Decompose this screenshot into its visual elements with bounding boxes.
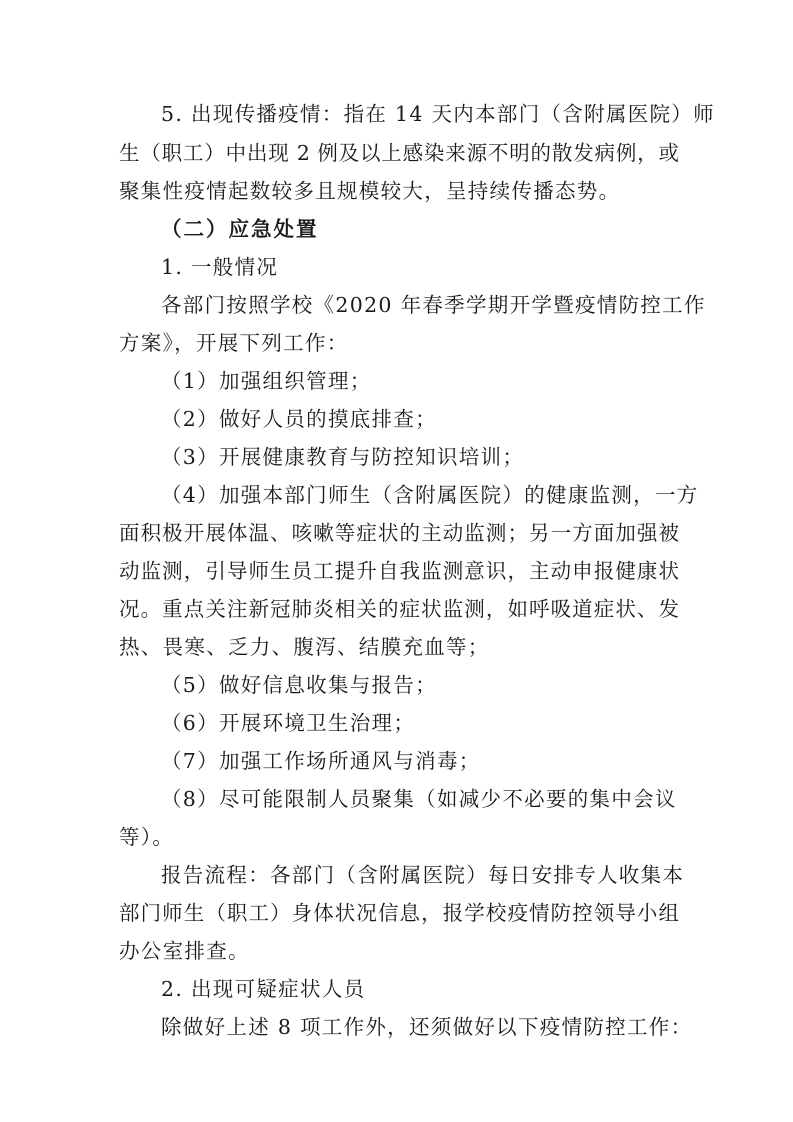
paragraph-line: 各部门按照学校《2020 年春季学期开学暨疫情防控工作 — [161, 293, 706, 317]
paragraph-line: 报告流程：各部门（含附属医院）每日安排专人收集本 — [161, 863, 685, 887]
subsection-heading: 1. 一般情况 — [161, 255, 279, 279]
paragraph-line: 聚集性疫情起数较多且规模较大，呈持续传播态势。 — [119, 179, 621, 203]
paragraph-line: 面积极开展体温、咳嗽等症状的主动监测；另一方面加强被 — [119, 521, 679, 545]
subsection-heading: 2. 出现可疑症状人员 — [161, 977, 366, 1001]
paragraph-line: 热、畏寒、乏力、腹泻、结膜充血等； — [119, 635, 490, 659]
paragraph-line: 生（职工）中出现 2 例及以上感染来源不明的散发病例，或 — [119, 141, 679, 165]
list-item: （1）加强组织管理； — [161, 369, 372, 393]
list-item: （3）开展健康教育与防控知识培训； — [161, 445, 525, 469]
section-heading: （二）应急处置 — [161, 217, 319, 241]
list-item: （4）加强本部门师生（含附属医院）的健康监测，一方 — [161, 483, 699, 507]
paragraph-line: 方案》，开展下列工作： — [119, 331, 349, 355]
list-item: （8）尽可能限制人员聚集（如减少不必要的集中会议 — [161, 787, 677, 811]
paragraph-line: 等）。 — [119, 825, 175, 849]
list-item: （2）做好人员的摸底排查； — [161, 407, 437, 431]
paragraph-line: 部门师生（职工）身体状况信息，报学校疫情防控领导小组 — [119, 901, 679, 925]
list-item: （6）开展环境卫生治理； — [161, 711, 416, 735]
paragraph-line: 动监测，引导师生员工提升自我监测意识，主动申报健康状 — [119, 559, 679, 583]
paragraph-line: 办公室排查。 — [119, 939, 250, 963]
list-item: （7）加强工作场所通风与消毒； — [161, 749, 481, 773]
paragraph-line: 5. 出现传播疫情：指在 14 天内本部门（含附属医院）师 — [161, 102, 715, 126]
list-item: （5）做好信息收集与报告； — [161, 673, 437, 697]
paragraph-line: 况。重点关注新冠肺炎相关的症状监测，如呼吸道症状、发 — [119, 597, 679, 621]
paragraph-line: 除做好上述 8 项工作外，还须做好以下疫情防控工作： — [161, 1015, 693, 1039]
